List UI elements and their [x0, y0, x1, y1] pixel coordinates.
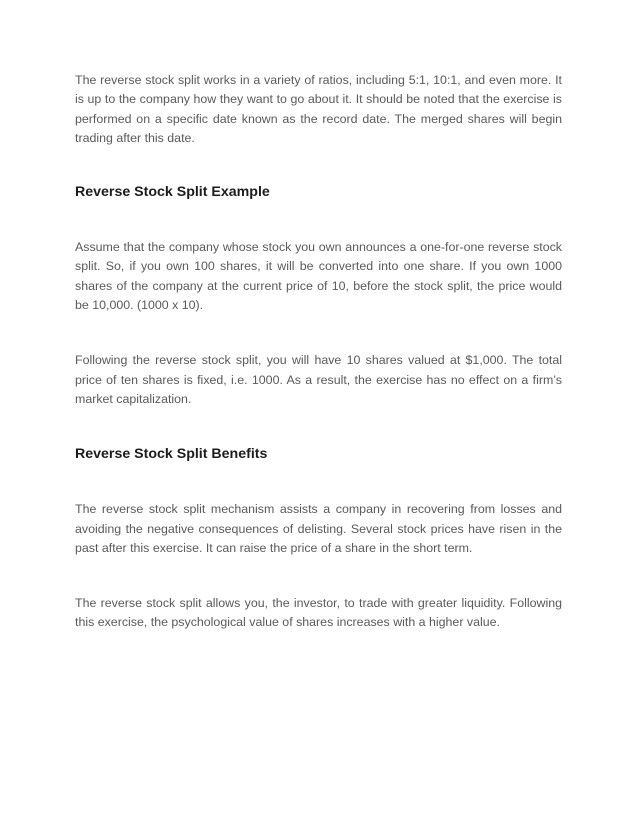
- paragraph-market-capitalization: Following the reverse stock split, you will have 10 shares valued at $1,000. The total price of ten shares is fixed, i.e. 1000. As a result, the exercise has no effect on a firm’s market capitalization.: [75, 353, 562, 406]
- heading-reverse-stock-split-example: Reverse Stock Split Example: [75, 184, 270, 201]
- paragraph-example-conversion: Assume that the company whose stock you own announces a one-for-one reverse stock split. So, if you own 100 shares, it will be converted into one share. If you own 1000 shares of the company at the current price of 10, before the stock split, the price would be 10,000. (1000 x 10).: [75, 240, 562, 313]
- paragraph-record-date: The reverse stock split works in a variety of ratios, including 5:1, 10:1, and even more. It is up to the company how they want to go about it. It should be noted that the exercise is performed on a specific date known as the record date. The merged shares will begin trading after this date.: [75, 73, 562, 145]
- paragraph-recovery-delisting: The reverse stock split mechanism assists a company in recovering from losses and avoiding the negative consequences of delisting. Several stock prices have risen in the past after this exercise. It can raise the price of a share in the short term.: [75, 502, 562, 555]
- paragraph-liquidity: The reverse stock split allows you, the investor, to trade with greater liquidity. Following this exercise, the psychological value of shares increases with a higher value.: [75, 596, 562, 630]
- heading-reverse-stock-split-benefits: Reverse Stock Split Benefits: [75, 446, 268, 463]
